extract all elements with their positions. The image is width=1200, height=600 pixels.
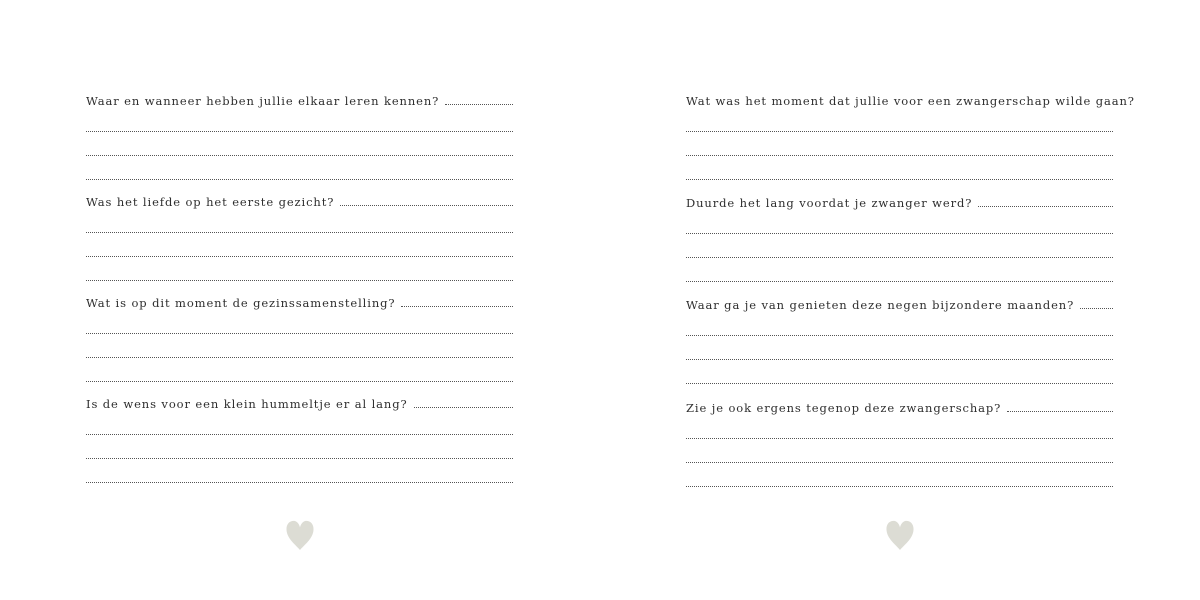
answer-line[interactable] bbox=[86, 280, 513, 281]
answer-line[interactable] bbox=[686, 131, 1113, 132]
question-block-6 bbox=[686, 190, 1113, 282]
question-text: Waar en wanneer hebben jullie elkaar leren kennen? bbox=[86, 94, 440, 108]
answer-line[interactable] bbox=[686, 155, 1113, 156]
question-text: Wat was het moment dat jullie voor een zwangerschap wilde gaan? bbox=[686, 94, 1135, 108]
answer-line[interactable] bbox=[686, 383, 1113, 384]
answer-line[interactable] bbox=[686, 257, 1113, 258]
answer-line[interactable] bbox=[686, 438, 1113, 439]
right-page bbox=[600, 0, 1200, 600]
question-block-4 bbox=[86, 391, 513, 483]
answer-line[interactable] bbox=[686, 281, 1113, 282]
heart-shape bbox=[286, 521, 313, 550]
answer-line[interactable] bbox=[86, 179, 513, 180]
question-text: Was het liefde op het eerste gezicht? bbox=[86, 195, 335, 209]
question-line bbox=[86, 189, 513, 209]
answer-line[interactable] bbox=[86, 232, 513, 233]
question-block-8 bbox=[686, 395, 1113, 487]
question-line bbox=[686, 292, 1113, 312]
answer-line[interactable] bbox=[86, 333, 513, 334]
answer-line[interactable] bbox=[686, 233, 1113, 234]
answer-line[interactable] bbox=[401, 306, 513, 307]
answer-line[interactable] bbox=[86, 458, 513, 459]
answer-line[interactable] bbox=[1080, 308, 1113, 309]
heart-shape bbox=[886, 521, 913, 550]
question-line bbox=[86, 88, 513, 108]
answer-line[interactable] bbox=[86, 256, 513, 257]
question-text: Zie je ook ergens tegenop deze zwangerschap? bbox=[686, 401, 1002, 415]
answer-line[interactable] bbox=[414, 407, 513, 408]
question-text: Is de wens voor een klein hummeltje er al lang? bbox=[86, 397, 408, 411]
answer-line[interactable] bbox=[86, 155, 513, 156]
question-block-2 bbox=[86, 189, 513, 281]
answer-line[interactable] bbox=[978, 206, 1113, 207]
question-line bbox=[86, 391, 513, 411]
answer-line[interactable] bbox=[445, 104, 513, 105]
answer-line[interactable] bbox=[86, 357, 513, 358]
answer-line[interactable] bbox=[686, 179, 1113, 180]
answer-line[interactable] bbox=[86, 434, 513, 435]
answer-line[interactable] bbox=[86, 482, 513, 483]
question-block-1 bbox=[86, 88, 513, 180]
answer-line[interactable] bbox=[86, 381, 513, 382]
answer-line[interactable] bbox=[340, 205, 513, 206]
question-text: Waar ga je van genieten deze negen bijzondere maanden? bbox=[686, 298, 1075, 312]
question-line bbox=[686, 395, 1113, 415]
question-text: Duurde het lang voordat je zwanger werd? bbox=[686, 196, 973, 210]
heart-icon bbox=[285, 519, 315, 551]
question-text: Wat is op dit moment de gezinssamenstelling? bbox=[86, 296, 396, 310]
answer-line[interactable] bbox=[686, 486, 1113, 487]
answer-line[interactable] bbox=[1007, 411, 1113, 412]
question-line bbox=[686, 88, 1135, 108]
answer-line[interactable] bbox=[686, 359, 1113, 360]
answer-line[interactable] bbox=[86, 131, 513, 132]
question-block-5 bbox=[686, 88, 1135, 180]
question-line bbox=[86, 290, 513, 310]
answer-line[interactable] bbox=[686, 462, 1113, 463]
question-line bbox=[686, 190, 1113, 210]
question-block-3 bbox=[86, 290, 513, 382]
answer-line[interactable] bbox=[686, 335, 1113, 336]
heart-icon bbox=[885, 519, 915, 551]
question-block-7 bbox=[686, 292, 1113, 384]
